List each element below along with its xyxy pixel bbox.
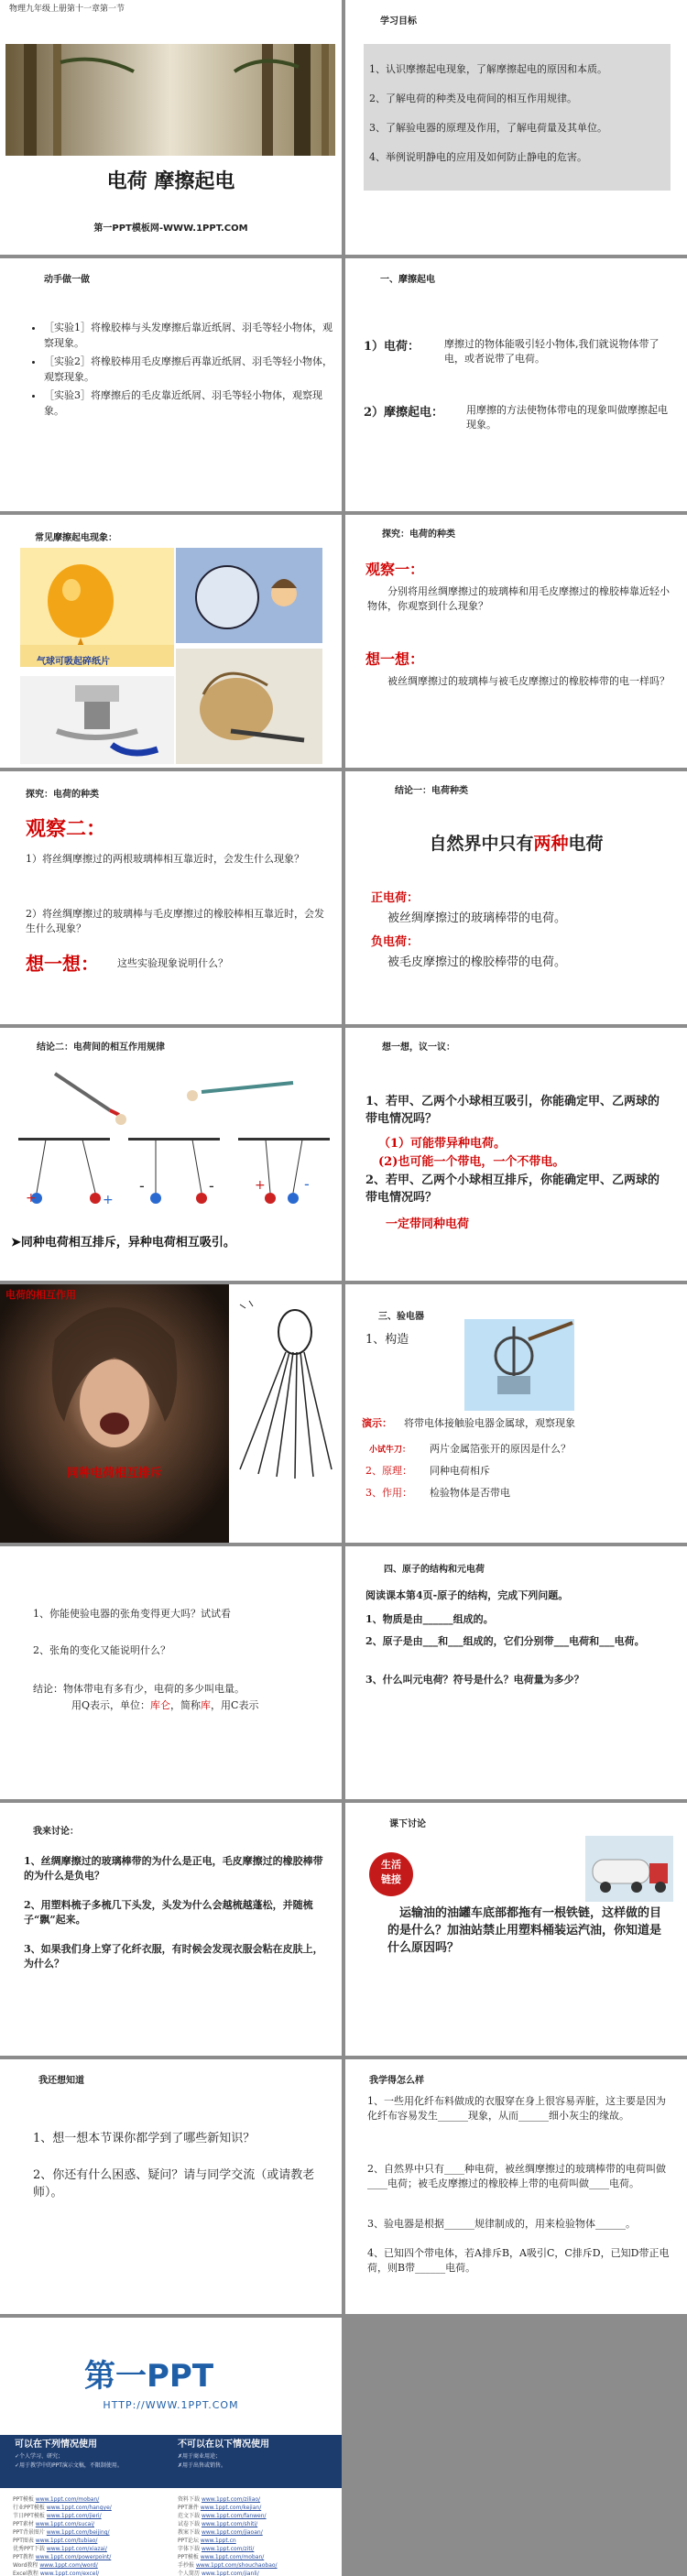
svg-text:+: + [103,1193,114,1207]
link-url[interactable]: www.1ppt.com/beijing/ [46,2529,110,2536]
positive-label: 正电荷： [371,891,420,905]
unit-part: 用Q表示，单位： [71,1699,151,1711]
conclusion-text: 结论：物体带电有多有少，电荷的多少叫电量。 [33,1683,245,1695]
brand-logo [84,2354,213,2399]
slide-class-discussion[interactable] [0,1803,342,2056]
allowed-line: ✓用于教学中的PPT演示文稿，不限制使用。 [15,2462,123,2469]
link-url[interactable]: www.1ppt.com/moban/ [35,2496,100,2503]
question-4: 4、已知四个带电体，若A排斥B，A吸引C，C排斥D，已知D带正电荷，则B带______电荷。 [367,2247,670,2274]
link-label: 行业PPT模板 [13,2505,45,2511]
link-url[interactable]: www.1ppt.com/sucai/ [35,2521,95,2527]
link-row[interactable] [178,2570,333,2576]
svg-text:-: - [209,1177,214,1195]
question-3: 3、验电器是根据______规律制成的，用来检验物体______。 [367,2218,636,2230]
think-text: 两片金属箔张开的原因是什么？ [430,1443,571,1455]
definition-friction: 用摩擦的方法使物体带电的现象叫做摩擦起电现象。 [466,404,668,431]
link-row[interactable] [178,2553,333,2561]
goal-item: 2、了解电荷的种类及电荷间的相互作用规律。 [369,93,577,104]
link-row[interactable] [13,2561,169,2570]
link-label: PPT教程 [13,2554,34,2560]
slide-heading: 我学得怎么样 [369,2076,424,2086]
question-3: 3、什么叫元电荷？符号是什么？电荷量为多少？ [365,1674,584,1686]
slide-conclusion-1[interactable] [345,771,687,1024]
question-1: 1、若甲、乙两个小球相互吸引，你能确定甲、乙两球的带电情况吗？ [365,1095,660,1126]
link-row[interactable] [13,2553,169,2561]
demo-text: 将带电体接触验电器金属球，观察现象 [404,1417,575,1429]
link-row[interactable] [178,2495,333,2504]
slide-heading: 结论一：电荷种类 [395,786,468,796]
reading-intro: 阅读课本第4页-原子的结构，完成下列问题。 [365,1589,569,1601]
goal-item: 1、认识摩擦起电现象，了解摩擦起电的原因和本质。 [369,63,607,75]
link-label: PPT图表 [13,2538,34,2544]
link-row[interactable] [13,2512,169,2520]
slide-after-class[interactable] [345,1803,687,2056]
experiment-list [31,321,337,422]
think-label: 小试牛刀： [369,1446,411,1455]
link-url[interactable]: www.1ppt.com/hangye/ [46,2505,112,2511]
hair-pictures [176,548,322,764]
slide-observation-2[interactable] [0,771,342,1024]
photo-top-label: 电荷的相互作用 [5,1289,76,1301]
forbidden-line: ✗用于商业用途； [178,2453,222,2460]
principle-text: 同种电荷相斥 [430,1465,490,1477]
course-note: 物理九年级上册第十一章第一节 [9,5,125,14]
slide-charge-amount[interactable] [0,1546,342,1799]
slide-heading: 想一想，议一议： [382,1042,455,1053]
positive-text: 被丝绸摩擦过的玻璃棒带的电荷。 [387,911,567,925]
term-friction: 2）摩擦起电： [364,406,444,420]
function-label: 3、作用： [365,1487,412,1499]
goal-item: 4、举例说明静电的应用及如何防止静电的危害。 [369,151,587,163]
link-url[interactable]: www.1ppt.com/jianli/ [201,2571,259,2576]
interaction-rule: ➤同种电荷相互排斥，异种电荷相互吸引。 [11,1236,235,1250]
slide-heading: 动手做一做 [44,275,90,285]
balloon-caption: 气球可吸起碎纸片 [37,657,110,667]
link-label: Word教程 [13,2562,38,2569]
question-2: 2、用塑料梳子多梳几下头发，头发为什么会越梳越蓬松，并随梳子“飘”起来。 [24,1899,313,1926]
slide-heading: 课下讨论 [389,1819,426,1829]
link-row[interactable] [13,2537,169,2545]
link-url[interactable]: www.1ppt.com/tubiao/ [35,2538,98,2544]
slide-heading: 常见摩擦起电现象： [35,533,117,543]
allowed-line: ✓个人学习、研究； [15,2453,64,2460]
link-url[interactable]: www.1ppt.com/word/ [39,2562,98,2569]
forbidden-line: ✗用于出售或销售。 [178,2462,227,2469]
definition-charge: 摩擦过的物体能吸引轻小物体,我们就说物体带了电，或者说带了电荷。 [444,338,660,365]
question-1: 1、物质是由______组成的。 [365,1613,494,1625]
slide-heading: 四、原子的结构和元电荷 [384,1565,485,1575]
answer-2: (2)也可能一个带电，一个不带电。 [378,1155,565,1169]
tanker-picture [585,1836,673,1902]
link-url[interactable]: www.1ppt.com/excel/ [39,2571,100,2576]
question-2: 2、原子是由___和___组成的，它们分别带___电荷和___电荷。 [365,1635,645,1647]
hair-photo [0,1284,229,1543]
principle-label: 2、原理： [365,1465,412,1477]
brand-logo-part: 第一 [84,2358,147,2395]
link-url[interactable]: www.1ppt.com/jieri/ [46,2513,102,2519]
structure-label: 1、构造 [365,1333,409,1347]
photo-bottom-label: 同种电荷相互排斥 [66,1467,162,1480]
term-charge: 1）电荷： [364,340,420,354]
site-credit: 第一PPT模板网-WWW.1PPT.COM [93,224,248,234]
slide-heading: 三、验电器 [378,1312,424,1322]
demo-label: 演示： [362,1417,392,1429]
link-row[interactable] [13,2520,169,2528]
headline-emphasis: 两种 [533,834,569,854]
unit-text [71,1698,328,1713]
link-label: 资料下载 [178,2496,201,2503]
slide-heading: 我来讨论： [33,1827,79,1837]
slide-conclusion-2[interactable] [0,1028,342,1281]
link-row[interactable] [178,2504,333,2512]
link-label: PPT背景图片 [13,2529,45,2536]
link-label: 试卷下载 [178,2521,201,2527]
link-url[interactable]: www.1ppt.com/ziliao/ [201,2496,261,2503]
think-text: 被丝绸摩擦过的玻璃棒与被毛皮摩擦过的橡胶棒带的电一样吗？ [387,675,670,687]
link-label: 范文下载 [178,2513,201,2519]
link-row[interactable] [178,2512,333,2520]
link-label: 节日PPT模板 [13,2513,45,2519]
slide-goals[interactable] [345,0,687,255]
link-url[interactable]: www.1ppt.com/kejian/ [200,2505,262,2511]
link-row[interactable] [13,2545,169,2553]
slide-phenomena[interactable] [0,515,342,768]
answer-3: 一定带同种电荷 [386,1217,470,1231]
link-url[interactable]: www.1ppt.cn [200,2538,236,2544]
link-url[interactable]: www.1ppt.com/shouchaobao/ [195,2562,278,2569]
list-item: • ［实验1］将橡胶棒与头发摩擦后靠近纸屑、羽毛等轻小物体，观察现象。 [44,321,337,351]
forbidden-title: 不可以在以下情况使用 [178,2440,269,2450]
slide-observation-1[interactable] [345,515,687,768]
slide-heading: 探究：电荷的种类 [382,529,455,540]
bamboo-banner [5,44,335,156]
question-2: 2、你还有什么困惑、疑问？请与同学交流（或请教老师）。 [33,2168,315,2199]
question-1: 1、想一想本节课你都学到了哪些新知识？ [33,2132,256,2145]
link-label: PPT论坛 [178,2538,199,2544]
svg-text:-: - [139,1177,145,1195]
life-link-badge [369,1852,413,1896]
slide-discussion[interactable] [345,1028,687,1281]
list-item: • ［实验2］将橡胶棒用毛皮摩擦后再靠近纸屑、羽毛等轻小物体，观察现象。 [44,355,337,385]
svg-text:+: + [255,1178,266,1193]
link-row[interactable] [178,2537,333,2545]
link-url[interactable]: www.1ppt.com/moban/ [200,2554,265,2560]
negative-label: 负电荷： [371,935,420,949]
link-row[interactable] [178,2561,333,2570]
slide-atom[interactable] [345,1546,687,1799]
link-row[interactable] [178,2520,333,2528]
page-title: 电荷 摩擦起电 [106,169,235,193]
slide-want-to-know[interactable] [0,2059,342,2314]
svg-text:+: + [26,1191,37,1206]
function-text: 检验物体是否带电 [430,1487,510,1499]
think-label: 想一想： [26,953,99,975]
headline-part: 自然界中只有 [429,834,534,854]
brand-url: HTTP://WWW.1PPT.COM [103,2399,239,2411]
negative-text: 被毛皮摩擦过的橡胶棒带的电荷。 [387,955,567,969]
question-2: 2）将丝绸摩擦过的玻璃棒与毛皮摩擦过的橡胶棒相互靠近时，会发生什么现象？ [26,908,324,934]
link-label: PPT素材 [13,2521,34,2527]
question-1: 1、一些用化纤布料做成的衣服穿在身上很容易弄脏，这主要是因为化纤布容易发生______现象，从而______细小灰尘的缘故。 [367,2095,666,2122]
question-3: 3、如果我们身上穿了化纤衣服，有时候会发现衣服会粘在皮肤上，为什么？ [24,1943,323,1970]
pendulum-diagram [18,1064,330,1220]
slide-heading: 我还想知道 [38,2076,84,2086]
headline [345,832,687,857]
link-row[interactable] [13,2495,169,2504]
link-url[interactable]: www.1ppt.com/fanwen/ [201,2513,267,2519]
slide-heading: 结论二：电荷间的相互作用规律 [37,1042,165,1053]
slide-hair-photo[interactable] [0,1284,342,1543]
slide-cover[interactable] [0,0,342,255]
links-right [178,2495,333,2576]
electroscope-picture [464,1319,574,1411]
slide-heading: 学习目标 [380,16,417,27]
links-left [13,2495,169,2576]
observation-label: 观察二： [26,817,107,841]
question-1: 1）将丝绸摩擦过的两根玻璃棒相互靠近时，会发生什么现象？ [26,853,304,865]
slide-definitions[interactable] [345,258,687,511]
list-item: • ［实验3］将摩擦后的毛皮靠近纸屑、羽毛等轻小物体，观察现象。 [44,388,337,419]
question-2: 2、自然界中只有____种电荷，被丝绸摩擦过的玻璃棒带的电荷叫做____电荷；被毛皮摩擦过的橡胶棒上带的电荷叫做____电荷。 [367,2163,666,2189]
badge-line: 生活 [381,1859,401,1871]
link-url[interactable]: www.1ppt.com/xiazai/ [46,2546,107,2552]
observation-label: 观察一： [365,561,425,578]
link-label: 优秀PPT下载 [13,2546,45,2552]
badge-line: 链接 [381,1872,401,1885]
question-2: 2、若甲、乙两个小球相互排斥，你能确定甲、乙两球的带电情况吗？ [365,1173,660,1205]
question-1: 1、丝绸摩擦过的玻璃棒带的为什么是正电，毛皮摩擦过的橡胶棒带的为什么是负电？ [24,1855,323,1882]
link-label: PPT课件 [178,2505,199,2511]
link-label: 教案下载 [178,2529,201,2536]
link-url[interactable]: www.1ppt.com/powerpoint/ [35,2554,112,2560]
slide-heading: 探究：电荷的种类 [26,790,99,800]
unit-part: ，用C表示 [211,1699,259,1711]
slide-self-check[interactable] [345,2059,687,2314]
question-2: 2、张角的变化又能说明什么？ [33,1644,170,1656]
link-label: Excel教程 [13,2571,38,2576]
link-label: 字体下载 [178,2546,201,2552]
svg-text:-: - [304,1175,310,1193]
slide-electroscope[interactable] [345,1284,687,1543]
think-label: 想一想： [365,650,425,668]
slide-branding[interactable] [0,2318,342,2576]
link-label: PPT模板 [178,2554,199,2560]
discussion-text: 运输油的油罐车底部都拖有一根铁链，这样做的目的是什么？加油站禁止用塑料桶装运汽油，你知道是什么原因吗？ [387,1906,662,1955]
link-url[interactable]: www.1ppt.com/jiaoan/ [201,2529,263,2536]
link-row[interactable] [13,2528,169,2537]
question-1: 1、你能使验电器的张角变得更大吗？试试看 [33,1608,231,1620]
unit-short: 库 [201,1699,212,1711]
answer-1: （1）可能带异种电荷。 [378,1137,507,1151]
slide-heading: 一、摩擦起电 [380,275,435,285]
brand-logo-part: PPT [147,2358,214,2395]
link-label: 手抄报 [178,2562,195,2569]
hair-sketch [231,1295,339,1479]
link-url[interactable]: www.1ppt.com/ziti/ [201,2546,255,2552]
link-label: 个人简历 [178,2571,201,2576]
unit-part: ，简称 [170,1699,202,1711]
observation-text: 分别将用丝绸摩擦过的玻璃棒和用毛皮摩擦过的橡胶棒靠近轻小物体，你观察到什么现象？ [367,585,670,612]
slide-experiments[interactable] [0,258,342,511]
goal-item: 3、了解验电器的原理及作用，了解电荷量及其单位。 [369,122,607,134]
think-text: 这些实验现象说明什么？ [117,957,228,969]
headline-part: 电荷 [568,834,604,854]
link-row[interactable] [178,2545,333,2553]
link-row[interactable] [13,2504,169,2512]
link-label: PPT模板 [13,2496,34,2503]
link-row[interactable] [13,2570,169,2576]
unit-name: 库仑 [150,1699,171,1711]
link-url[interactable]: www.1ppt.com/shiti/ [201,2521,258,2527]
link-row[interactable] [178,2528,333,2537]
allowed-title: 可以在下列情况使用 [15,2440,97,2450]
